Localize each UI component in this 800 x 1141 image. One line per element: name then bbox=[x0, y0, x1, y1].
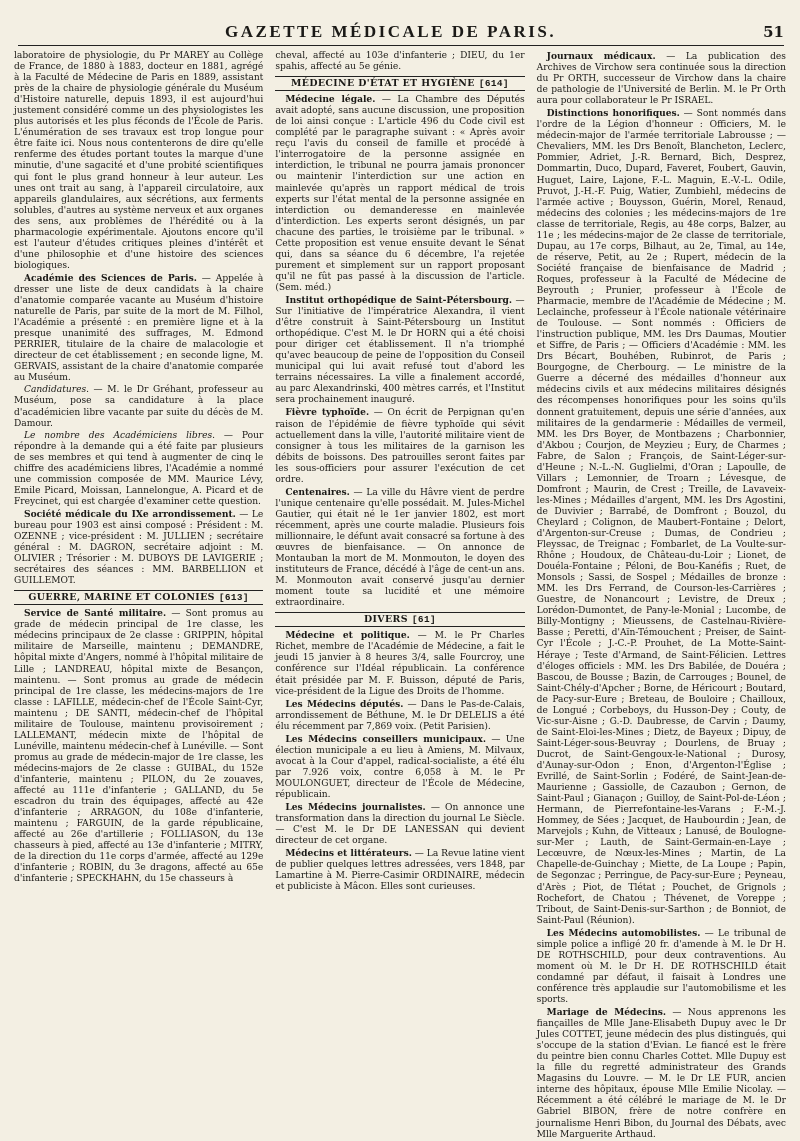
article-rubric: Fièvre typhoïde. bbox=[285, 407, 370, 419]
article-text: — La publication des Archives de Virchow sera continuée sous la direction du Pr ORTH, successeur de Virchow dans la chaire de pathologie de l'Université de Berlin. M. le Pr Orth aura pour collaborateur le Pr ISRAEL. bbox=[536, 52, 786, 107]
article-paragraph bbox=[14, 431, 263, 508]
column-middle bbox=[275, 51, 524, 1015]
article-paragraph bbox=[275, 848, 524, 893]
article-rubric: Le nombre des Académiciens libres. bbox=[24, 430, 216, 441]
article-text: — On écrit de Perpignan qu'en raison de l'épidémie de fièvre typhoïde qui sévit actuellement dans la ville, l'autorité militaire vient de consigner à tous les militaires de la garnison les débits de boissons. Des patrouilles seront faites par les sous-officiers pour assurer l'exécution de cet ordre. bbox=[275, 408, 525, 485]
article-rubric: Les Médecins journalistes. bbox=[285, 802, 426, 814]
section-number: [61] bbox=[411, 614, 436, 626]
page-header bbox=[18, 22, 784, 46]
page-number: 51 bbox=[763, 23, 784, 41]
article-rubric: Candidatures. bbox=[24, 385, 90, 396]
article-text: — On annonce une transformation dans la direction du journal Le Siècle. — C'est M. le Dr DE LANESSAN qui devient directeur de cet organe. bbox=[275, 803, 525, 847]
section-title: GUERRE, MARINE ET COLONIES bbox=[28, 592, 215, 604]
column-right bbox=[536, 51, 786, 1140]
article-rubric: Les Médecins conseillers municipaux. bbox=[285, 733, 487, 745]
article-text: — La ville du Hâvre vient de perdre l'unique centenaire qu'elle possédait. M. Jules-Michel Gautier, qui était né le 1er janvier 1802, est mort récemment, après une courte maladie. Plusieurs fois millionnaire, le défunt avait consacré sa fortune à des œuvres de bienfaisance. — On annonce de Montauban la mort de M. Monmouton, le doyen des instituteurs de France, décédé à l'âge de cent-un ans. M. Monmouton avait conservé jusqu'au dernier moment toute sa lucidité et une mémoire extraordinaire. bbox=[275, 487, 525, 609]
article-text: — Sur l'initiative de l'impératrice Alexandra, il vient d'être construit à Saint-Pétersbourg un Institut orthopédique. C'est M. le Dr HORN qui a été choisi pour diriger cet établissement. Il n'a triomphé qu'avec beaucoup de peine de l'opposition du Conseil municipal qui lui avait refusé tout d'abord les terrains nécessaires. La ville a finalement accordé, au parc Alexandrinski, 400 mètres carrés, et l'Institut sera prochainement inauguré. bbox=[275, 295, 525, 406]
article-paragraph bbox=[14, 385, 263, 429]
article-paragraph bbox=[275, 295, 524, 406]
article-text: — Sont promus au grade de médecin principal de 1re classe, les médecins principaux de 2e classe : GRIPPIN, hôpital militaire de Marseille, maintenu ; DEMANDRE, hôpital mixte d'Angers, nommé à l'hôpital militaire de Lille ; LANDREAU, hôpital mixte de Besançon, maintenu. — Sont promus au grade de médecin principal de 1re classe, les médecins-majors de 1re classe : LAFILLE, médecin-chef de l'École Saint-Cyr, maintenu ; DE SANTI, médecin-chef de l'hôpital militaire de Toulouse, maintenu provisoirement ; LALLEMANT, médecin mixte de l'hôpital de Lunéville, maintenu médecin-chef à Lunéville. — Sont promus au grade de médecin-major de 1re classe, les médecins-majors de 2e classe : GUIBAL, du 152e d'infanterie, maintenu ; PILON, du 2e zouaves, affecté au 111e d'infanterie ; GALLAND, du 5e escadron du train des équipages, affecté au 42e d'infanterie ; ARRAGON, du 108e d'infanterie, maintenu ; FARGUIN, de la garde républicaine, affecté au 26e d'artillerie ; FOLLIASON, du 13e chasseurs à pied, affecté au 13e d'infanterie ; MITRY, de la direction du 11e corps d'armée, affecté au 129e d'infanterie ; ROBIN, du 3e dragons, affecté au 65e d'infanterie ; SPECKHAHN, du 15e chasseurs à bbox=[14, 609, 264, 885]
section-title: MÉDECINE D'ÉTAT ET HYGIÈNE bbox=[291, 78, 475, 90]
article-rubric: Les Médecins automobilistes. bbox=[546, 927, 701, 939]
article-rubric: Les Médecins députés. bbox=[285, 698, 404, 710]
article-text: — Nous apprenons les fiançailles de Mlle Jane-Elisabeth Dupuy avec le Dr Jules COTTET, jeune médecin des plus distingués, qui s'occupe de la station d'Evian. Le fiancé est le frère du peintre bien connu Charles Cottet. Mlle Dupuy est la fille du regretté administrateur des Grands Magasins du Louvre. — M. le Dr LE FUR, ancien interne des hôpitaux, épouse Mlle Emilie Nicolay. — Récemment a été célébré le mariage de M. le Dr Gabriel BIBON, frère de notre confrère en journalisme Henri Bibon, du Journal des Débats, avec Mlle Marguerite Arthaud. bbox=[536, 1008, 786, 1140]
article-rubric: Centenaires. bbox=[285, 486, 350, 498]
article-paragraph bbox=[537, 108, 786, 926]
article-rubric: Service de Santé militaire. bbox=[24, 608, 167, 620]
article-paragraph bbox=[275, 94, 524, 294]
article-rubric: Médecins et littérateurs. bbox=[285, 848, 412, 860]
article-paragraph bbox=[275, 487, 524, 610]
article-text: — Pour répondre à la demande qui a été faite par plusieurs de ses membres et qui tend à augmenter de cinq le chiffre des académiciens libres, l'Académie a nommé une commission composée de MM. Maurice Lévy, Emile Picard, Moissan, Lannelongue, A. Picard et de Freycinet, qui est chargée d'examiner cette question. bbox=[14, 430, 264, 507]
section-heading bbox=[14, 590, 263, 605]
article-rubric: Médecine et politique. bbox=[285, 630, 410, 642]
article-rubric: Journaux médicaux. bbox=[546, 51, 656, 62]
article-rubric: Mariage de Médecins. bbox=[546, 1007, 667, 1019]
section-number: [613] bbox=[218, 592, 249, 604]
column-left bbox=[14, 51, 263, 1015]
article-paragraph bbox=[537, 928, 786, 1006]
section-title: DIVERS bbox=[363, 614, 408, 626]
article-rubric: Distinctions honorifiques. bbox=[546, 108, 680, 120]
article-paragraph bbox=[537, 51, 786, 107]
article-text: — Sont nommés dans l'ordre de la Légion d'honneur : Officiers, M. le médecin-major de l'armée territoriale Labrousse ; — Chevaliers, MM. les Drs Benoît, Blancheton, Leclerc, Pommier, Adriet, J.-R. Bernard, Bich, Desprez, Dommartin, Duco, Dupard, Faveret, Foubert, Gauvin, Huguet, Laire, Lajone, F.-L. Maguin, E.-V.-L. Odile, Pruvot, J.-H.-F. Puig, Watier, Zumbiehl, médecins de l'armée active ; Bouysson, Guérin, Morel, Renaud, médecins des colonies ; les médecins-majors de 1re classe de territoriale, Regis, au 48e corps, Balzer, au 11e ; les médecins-major de 2e classe de territoriale, Dupau, au 17e corps, Bilhaut, au 2e, Timal, au 14e, de réserve, Petit, au 2e ; Rupert, médecin de la Société française de bienfaisance de Madrid ; Roques, professeur à la Faculté de Médecine de Beyrouth ; Prunier, professeur à l'École de Pharmacie, membre de l'Académie de Médecine ; M. Leclainche, professeur à l'École nationale vétérinaire de Toulouse. — Sont nommés : Officiers de l'instruction publique, MM. les Drs Daumas, Moutier et Siffre, de Paris ; — Officiers d'Académie : MM. les Drs Bécart, Bouhében, Rubinrot, de Paris ; Bourgogne, de Cherbourg. — Le ministre de la Guerre a décerné des médailles d'honneur aux médecins civils et aux médecins militaires désignés des récompenses honorifiques pour les soins qu'ils donnent gratuitement, depuis une série d'années, aux militaires de la gendarmerie : Médailles de vermeil, MM. les Drs Boyer, de Montbazens ; Charbonnier, d'Akbou ; Courjon, de Meyzieu ; Eury, de Charmes ; Fabre, de Salon ; François, de Saint-Léger-sur-d'Heune ; N.-L.-N. Guglielmi, d'Oran ; Lapoulle, de Villars ; Lemonnier, de Troarn ; Lévesque, de Domfront ; Maurin, de Crest ; Treille, de Lavaveix-les-Mines ; Médailles d'argent, MM. les Drs Agostini, de Duvivier ; Barrabé, de Domfront ; Bouzol, du Cheylard ; Colignon, de Maubert-Fontaine ; Delort, d'Argenton-sur-Creuse ; Dumas, de Condrieu ; Fleyssac, de Treignac ; Fombarlet, de La Voulte-sur-Rhône ; Houdoux, de Château-du-Loir ; Lionet, de Douéla-Fontaine ; Péloni, de Bou-Kanéfis ; Ruet, de Monsols ; Sassi, de Sospel ; Médailles de bronze : MM. les Drs Ferrand, de Courson-les-Carrières ; Guestre, de Nonancourt ; Levistre, de Dreux ; Lorédon-Dumontet, de Pany-le-Monial ; Lucombe, de Billy-Montigny ; Mieussens, de Castelnau-Rivière-Basse ; Peretti, d'Aïn-Témouchent ; Preiser, de Saint-Cyr l'École ; J.-C.-P. Prouhet, de La Motte-Saint-Héraye ; Teste d'Armand, de Saint-Félicien. Lettres d'éloges officiels : MM. les Drs Babilée, de Douéra ; Bascou, de Bousse ; Bazin, de Carrouges ; Bounel, de Saint-Chély-d'Apcher ; Borne, de Héricourt ; Boutard, de Pacy-sur-Eure ; Breteau, de Bouloire ; Chailloux, de Longué ; Corbeboys, du Husson-Dey ; Couty, de Vic-sur-Aisne ; G.-D. Daubresse, de Carvin ; Daumy, de Saint-Eloi-les-Mines ; Dietz, de Bayeux ; Dipuy, de Saint-Léger-sous-Beuvray ; Dourlens, de Bruay ; Ducrot, de Saint-Gengoux-le-National ; Durosy, d'Aunay-sur-Odon ; Enon, d'Argenton-l'Église ; Evrillé, de Saint-Sorlin ; Fodéré, de Saint-Jean-de-Maurienne ; Gassiolle, de Cazaubon ; Gernon, de Saint-Paul ; Gianaçon ; Guilloy, de Saint-Pol-de-Léon ; Hermann, de Pierrefontaine-les-Varans ; F.-M.-J. Hommey, de Sées ; Jacquet, de Haubourdin ; Jean, de Marvejols ; Kuhn, de Vitteaux ; Lanusé, de Boulogne-sur-Mer ; Lauth, de Saint-Germain-en-Laye ; Lecœuvre, de Nœux-les-Mines ; Martin, de La Chapelle-de-Guinchay ; Miette, de La Loupe ; Papin, de Segonzac ; Perringue, de Pacy-sur-Eure ; Peyneau, d'Arès ; Piot, de Tlétat ; Pouchet, de Grignols ; Rochefort, de Chatou ; Thévenet, de Voreppe ; Tribout, de Saint-Denis-sur-Sarthon ; de Bonniot, de Saint-Paul (Réunion). bbox=[536, 109, 786, 926]
article-paragraph bbox=[537, 1007, 786, 1141]
article-paragraph bbox=[14, 273, 263, 384]
article-text: — Le tribunal de simple police a infligé 20 fr. d'amende à M. le Dr H. DE ROTHSCHILD, pour deux contraventions. Au moment où M. le Dr H. DE ROTHSCHILD était condamné par défaut, il faisait à Londres une conférence très applaudie sur l'automobilisme et les sports. bbox=[536, 928, 786, 1005]
article-text: — La Revue latine vient de publier quelques lettres adressées, vers 1848, par Lamartine à M. Pierre-Casimir ORDINAIRE, médecin et publiciste à Mâcon. Elles sont curieuses. bbox=[275, 849, 525, 893]
article-text: — Le bureau pour 1903 est ainsi composé : Président : M. OZENNE ; vice-président : M. JULLIEN ; secrétaire général : M. DAGRON, secrétaire adjoint : M. OLIVIER ; Trésorier : M. DUBOYS DE LAVIGERIE ; secrétaires des séances : MM. BARBELLION et GUILLEMOT. bbox=[14, 509, 264, 587]
article-text: — La Chambre des Députés avait adopté, sans aucune discussion, une proposition de loi ainsi conçue : L'article 496 du Code civil est complété par le paragraphe suivant : « Après avoir reçu l'avis du conseil de famille et procédé à l'interrogatoire de la personne assignée en interdiction, le tribunal ne pourra jamais prononcer ou maintenir l'interdiction sur une action en mainlevée qu'après un rapport médical de trois experts sur l'état mental de la personne assignée en interdiction ou demanderesse en mainlevée d'interdiction. Les experts seront désignés, un par chacune des parties, le troisième par le tribunal. » Cette proposition est venue ensuite devant le Sénat qui, dans sa séance du 6 décembre, l'a rejetée purement et simplement sur un rapport proposant qu'il ne fût pas passé à la discussion de l'article. (Sem. méd.) bbox=[275, 95, 525, 293]
section-number: [614] bbox=[478, 78, 509, 90]
article-text: — Une élection municipale a eu lieu à Amiens, M. Milvaux, avocat à la Cour d'appel, radical-socialiste, a été élu par 7.926 voix, contre 6,058 à M. le Pr MOULONGUET, directeur de l'École de Médecine, républicain. bbox=[275, 734, 525, 800]
article-paragraph bbox=[275, 734, 524, 801]
article-rubric: Société médicale du IXe arrondissement. bbox=[24, 508, 236, 520]
article-rubric: Médecine légale. bbox=[285, 94, 376, 106]
article-paragraph bbox=[275, 407, 524, 485]
journal-title: GAZETTE MÉDICALE DE PARIS. bbox=[225, 22, 557, 41]
section-heading bbox=[275, 612, 524, 627]
article-text: — Dans le Pas-de-Calais, arrondissement de Béthune, M. le Dr DELELIS a été élu récemment par 7,869 voix. (Petit Parisien). bbox=[275, 699, 525, 732]
article-text: — M. le Dr Gréhant, professeur au Muséum, pose sa candidature à la place d'académicien libre vacante par suite du décès de M. Damour. bbox=[14, 385, 264, 429]
article-text: — M. le Pr Charles Richet, membre de l'Académie de Médecine, a fait le jeudi 15 janvier à 8 heures 3/4, salle Fourcroy, une conférence sur l'Idéal républicain. La conférence était présidée par M. F. Buisson, député de Paris, vice-président de la Ligue des Droits de l'homme. bbox=[275, 631, 525, 697]
article-paragraph: cheval, affecté au 103e d'infanterie ; DIEU, du 1er spahis, affecté au 5e génie. bbox=[275, 51, 525, 73]
article-paragraph bbox=[14, 608, 263, 885]
article-text: — Appelée à dresser une liste de deux candidats à la chaire d'anatomie comparée vacante au Muséum d'histoire naturelle de Paris, par suite de la mort de M. Filhol, l'Académie a présenté : en première ligne et à la presque unanimité des suffrages, M. Edmond PERRIER, titulaire de la chaire de malacologie et directeur de cet établissement ; en seconde ligne, M. GERVAIS, assistant de la chaire d'anatomie comparée au Muséum. bbox=[14, 273, 264, 384]
article-rubric: Académie des Sciences de Paris. bbox=[24, 272, 197, 284]
article-paragraph bbox=[275, 630, 524, 697]
section-heading bbox=[275, 76, 524, 91]
article-rubric: Institut orthopédique de Saint-Pétersbourg. bbox=[285, 294, 513, 306]
article-paragraph bbox=[14, 509, 263, 587]
article-paragraph: laboratoire de physiologie, du Pr MAREY au Collège de France, de 1880 à 1883, docteur en 1881, agrégé à la Faculté de Médecine de Paris en 1889, assistant près de la chaire de physiologie générale du Muséum d'Histoire naturelle, depuis 1893, il est aujourd'hui justement considéré comme un des physiologistes les plus autorisés et les plus féconds de l'École de Paris. L'énumération de ses travaux est trop longue pour être faite ici. Nous nous contenterons de dire qu'elle renferme des études portant toutes la marque d'une minutie, d'une sagacité et d'une probité scientifiques qui font le plus grand honneur à leur auteur. Les unes ont trait au sang, à l'appareil circulatoire, aux appareils glandulaires, aux sécrétions, aux ferments solubles, d'autres au système nerveux et aux organes des sens, aux problèmes de l'hérédité ou à la pharmacologie expérimentale. Ajoutons encore qu'il est l'auteur d'études critiques pleines d'intérêt et d'une philosophie et d'une histoire des sciences biologiques. bbox=[14, 51, 264, 271]
article-paragraph bbox=[275, 699, 524, 733]
article-paragraph bbox=[275, 802, 524, 847]
text-columns bbox=[14, 51, 786, 1140]
